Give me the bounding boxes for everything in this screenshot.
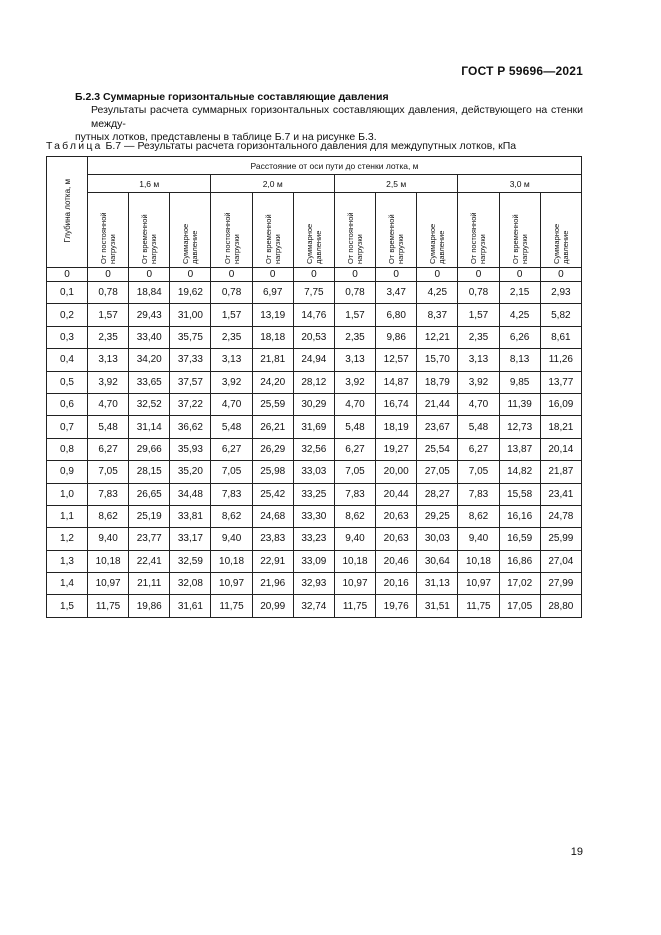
pressure-value-cell: 33,65 <box>129 371 170 393</box>
pressure-value-cell: 16,09 <box>540 393 581 415</box>
load-type-header <box>334 193 375 268</box>
load-type-header <box>540 193 581 268</box>
pressure-value-cell: 33,30 <box>293 505 334 527</box>
distance-group-header: 2,5 м <box>334 175 457 193</box>
pressure-value-cell: 7,83 <box>211 483 252 505</box>
depth-cell: 0,7 <box>47 416 88 438</box>
pressure-value-cell: 15,58 <box>499 483 540 505</box>
pressure-value-cell: 31,61 <box>170 595 211 617</box>
load-type-header <box>458 193 499 268</box>
pressure-value-cell: 21,81 <box>252 349 293 371</box>
pressure-value-cell: 21,87 <box>540 461 581 483</box>
depth-cell: 0,8 <box>47 438 88 460</box>
pressure-value-cell: 25,99 <box>540 528 581 550</box>
load-type-header <box>211 193 252 268</box>
pressure-value-cell: 11,75 <box>88 595 129 617</box>
pressure-value-cell: 20,46 <box>376 550 417 572</box>
pressure-value-cell: 18,19 <box>376 416 417 438</box>
pressure-value-cell: 18,21 <box>540 416 581 438</box>
depth-cell: 0,3 <box>47 326 88 348</box>
pressure-value-cell: 7,83 <box>334 483 375 505</box>
pressure-value-cell: 7,05 <box>88 461 129 483</box>
pressure-value-cell: 37,57 <box>170 371 211 393</box>
pressure-value-cell: 3,47 <box>376 282 417 304</box>
pressure-value-cell: 5,82 <box>540 304 581 326</box>
table-row <box>47 393 582 415</box>
pressure-value-cell: 33,40 <box>129 326 170 348</box>
pressure-value-cell: 2,93 <box>540 282 581 304</box>
pressure-value-cell: 20,63 <box>376 528 417 550</box>
pressure-value-cell: 32,52 <box>129 393 170 415</box>
load-type-header <box>293 193 334 268</box>
pressure-value-cell: 27,99 <box>540 573 581 595</box>
pressure-value-cell: 36,62 <box>170 416 211 438</box>
pressure-value-cell: 9,40 <box>458 528 499 550</box>
pressure-value-cell: 31,51 <box>417 595 458 617</box>
table-row <box>47 282 582 304</box>
column-number-cell: 0 <box>499 268 540 282</box>
pressure-value-cell: 8,62 <box>211 505 252 527</box>
pressure-value-cell: 25,19 <box>129 505 170 527</box>
column-number-cell: 0 <box>88 268 129 282</box>
pressure-value-cell: 3,13 <box>88 349 129 371</box>
pressure-value-cell: 26,29 <box>252 438 293 460</box>
pressure-value-cell: 18,84 <box>129 282 170 304</box>
pressure-value-cell: 32,08 <box>170 573 211 595</box>
distance-header: Расстояние от оси пути до стенки лотка, м <box>88 157 582 175</box>
pressure-value-cell: 10,97 <box>334 573 375 595</box>
pressure-value-cell: 17,02 <box>499 573 540 595</box>
pressure-value-cell: 28,27 <box>417 483 458 505</box>
pressure-value-cell: 9,85 <box>499 371 540 393</box>
depth-cell: 0,5 <box>47 371 88 393</box>
load-type-label: От постоянной нагрузки <box>99 211 118 264</box>
pressure-value-cell: 32,93 <box>293 573 334 595</box>
load-type-header <box>376 193 417 268</box>
pressure-value-cell: 25,54 <box>417 438 458 460</box>
load-type-label: От временной нагрузки <box>510 213 529 264</box>
pressure-value-cell: 1,57 <box>88 304 129 326</box>
pressure-value-cell: 20,00 <box>376 461 417 483</box>
pressure-value-cell: 7,05 <box>458 461 499 483</box>
column-number-cell: 0 <box>211 268 252 282</box>
pressure-value-cell: 26,65 <box>129 483 170 505</box>
table-caption <box>46 140 516 152</box>
load-type-label: От постоянной нагрузки <box>469 211 488 264</box>
table-row <box>47 371 582 393</box>
load-type-label: Суммарное давление <box>181 223 200 264</box>
pressure-value-cell: 23,83 <box>252 528 293 550</box>
pressure-value-cell: 37,22 <box>170 393 211 415</box>
pressure-value-cell: 10,18 <box>334 550 375 572</box>
table-caption-text: Б.7 — Результаты расчета горизонтального давления для междупутных лотков, кПа <box>102 140 517 152</box>
pressure-value-cell: 21,96 <box>252 573 293 595</box>
load-type-label: От постоянной нагрузки <box>346 211 365 264</box>
pressure-value-cell: 8,13 <box>499 349 540 371</box>
pressure-value-cell: 23,77 <box>129 528 170 550</box>
pressure-value-cell: 12,57 <box>376 349 417 371</box>
pressure-value-cell: 24,94 <box>293 349 334 371</box>
pressure-value-cell: 8,62 <box>334 505 375 527</box>
pressure-value-cell: 2,35 <box>88 326 129 348</box>
depth-cell: 0,9 <box>47 461 88 483</box>
pressure-value-cell: 6,27 <box>211 438 252 460</box>
pressure-value-cell: 11,39 <box>499 393 540 415</box>
pressure-value-cell: 21,11 <box>129 573 170 595</box>
pressure-value-cell: 20,53 <box>293 326 334 348</box>
section-title: Б.2.3 Суммарные горизонтальные составляющие давления <box>75 91 389 103</box>
depth-cell: 0,6 <box>47 393 88 415</box>
pressure-value-cell: 20,44 <box>376 483 417 505</box>
pressure-value-cell: 6,97 <box>252 282 293 304</box>
pressure-value-cell: 4,25 <box>417 282 458 304</box>
column-number-cell: 0 <box>334 268 375 282</box>
pressure-value-cell: 3,92 <box>211 371 252 393</box>
pressure-table <box>46 156 582 618</box>
column-number-cell: 0 <box>540 268 581 282</box>
pressure-value-cell: 33,17 <box>170 528 211 550</box>
pressure-value-cell: 7,05 <box>334 461 375 483</box>
load-type-label: Суммарное давление <box>551 223 570 264</box>
pressure-value-cell: 18,18 <box>252 326 293 348</box>
pressure-value-cell: 13,19 <box>252 304 293 326</box>
load-type-header <box>499 193 540 268</box>
pressure-value-cell: 0,78 <box>211 282 252 304</box>
pressure-value-cell: 16,74 <box>376 393 417 415</box>
table-row <box>47 595 582 617</box>
pressure-value-cell: 21,44 <box>417 393 458 415</box>
pressure-value-cell: 29,43 <box>129 304 170 326</box>
pressure-value-cell: 29,25 <box>417 505 458 527</box>
pressure-value-cell: 32,74 <box>293 595 334 617</box>
depth-cell: 0,1 <box>47 282 88 304</box>
column-number-cell: 0 <box>417 268 458 282</box>
pressure-value-cell: 8,62 <box>88 505 129 527</box>
pressure-value-cell: 24,78 <box>540 505 581 527</box>
pressure-value-cell: 20,16 <box>376 573 417 595</box>
pressure-value-cell: 33,09 <box>293 550 334 572</box>
load-type-header <box>417 193 458 268</box>
pressure-value-cell: 25,59 <box>252 393 293 415</box>
pressure-value-cell: 14,87 <box>376 371 417 393</box>
pressure-value-cell: 23,67 <box>417 416 458 438</box>
column-number-cell: 0 <box>293 268 334 282</box>
pressure-value-cell: 4,70 <box>334 393 375 415</box>
pressure-value-cell: 3,13 <box>334 349 375 371</box>
depth-header: Глубина лотка, м <box>62 178 72 243</box>
paragraph-line-2: путных лотков, представлены в таблице Б.7 и на рисунке Б.3. <box>75 131 377 143</box>
table-row <box>47 304 582 326</box>
pressure-value-cell: 34,48 <box>170 483 211 505</box>
pressure-value-cell: 3,13 <box>458 349 499 371</box>
pressure-value-cell: 2,35 <box>211 326 252 348</box>
pressure-value-cell: 19,62 <box>170 282 211 304</box>
pressure-value-cell: 22,91 <box>252 550 293 572</box>
pressure-value-cell: 11,75 <box>458 595 499 617</box>
pressure-value-cell: 6,80 <box>376 304 417 326</box>
pressure-value-cell: 4,70 <box>458 393 499 415</box>
pressure-value-cell: 9,40 <box>88 528 129 550</box>
pressure-value-cell: 3,92 <box>458 371 499 393</box>
pressure-value-cell: 0,78 <box>458 282 499 304</box>
pressure-value-cell: 13,87 <box>499 438 540 460</box>
pressure-value-cell: 33,81 <box>170 505 211 527</box>
pressure-value-cell: 14,82 <box>499 461 540 483</box>
depth-cell: 1,2 <box>47 528 88 550</box>
pressure-value-cell: 24,20 <box>252 371 293 393</box>
depth-cell: 0,2 <box>47 304 88 326</box>
pressure-value-cell: 32,59 <box>170 550 211 572</box>
pressure-value-cell: 33,03 <box>293 461 334 483</box>
pressure-value-cell: 27,04 <box>540 550 581 572</box>
pressure-value-cell: 25,98 <box>252 461 293 483</box>
pressure-value-cell: 4,70 <box>211 393 252 415</box>
pressure-value-cell: 10,97 <box>88 573 129 595</box>
pressure-value-cell: 8,61 <box>540 326 581 348</box>
pressure-value-cell: 4,70 <box>88 393 129 415</box>
load-type-label: Суммарное давление <box>428 223 447 264</box>
table-row <box>47 550 582 572</box>
pressure-value-cell: 37,33 <box>170 349 211 371</box>
depth-cell: 0,4 <box>47 349 88 371</box>
table-row <box>47 483 582 505</box>
load-type-header <box>88 193 129 268</box>
pressure-value-cell: 12,73 <box>499 416 540 438</box>
pressure-value-cell: 3,13 <box>211 349 252 371</box>
pressure-value-cell: 35,20 <box>170 461 211 483</box>
pressure-value-cell: 28,15 <box>129 461 170 483</box>
pressure-value-cell: 9,40 <box>334 528 375 550</box>
pressure-value-cell: 3,92 <box>334 371 375 393</box>
pressure-value-cell: 19,76 <box>376 595 417 617</box>
pressure-value-cell: 16,86 <box>499 550 540 572</box>
depth-cell: 1,5 <box>47 595 88 617</box>
pressure-value-cell: 2,35 <box>458 326 499 348</box>
pressure-value-cell: 14,76 <box>293 304 334 326</box>
pressure-value-cell: 9,40 <box>211 528 252 550</box>
pressure-value-cell: 19,86 <box>129 595 170 617</box>
load-type-label: От временной нагрузки <box>263 213 282 264</box>
pressure-value-cell: 1,57 <box>458 304 499 326</box>
pressure-value-cell: 2,35 <box>334 326 375 348</box>
pressure-value-cell: 22,41 <box>129 550 170 572</box>
pressure-value-cell: 27,05 <box>417 461 458 483</box>
pressure-value-cell: 5,48 <box>458 416 499 438</box>
standard-code: ГОСТ Р 59696—2021 <box>461 64 583 78</box>
pressure-value-cell: 10,18 <box>458 550 499 572</box>
table-caption-word: Таблица <box>46 140 103 152</box>
pressure-value-cell: 1,57 <box>334 304 375 326</box>
pressure-value-cell: 8,37 <box>417 304 458 326</box>
pressure-value-cell: 11,26 <box>540 349 581 371</box>
pressure-value-cell: 33,23 <box>293 528 334 550</box>
pressure-value-cell: 0,78 <box>88 282 129 304</box>
pressure-value-cell: 35,75 <box>170 326 211 348</box>
load-type-label: От временной нагрузки <box>387 213 406 264</box>
pressure-value-cell: 1,57 <box>211 304 252 326</box>
pressure-value-cell: 32,56 <box>293 438 334 460</box>
load-type-header <box>129 193 170 268</box>
pressure-value-cell: 0,78 <box>334 282 375 304</box>
pressure-value-cell: 29,66 <box>129 438 170 460</box>
depth-cell: 1,1 <box>47 505 88 527</box>
pressure-value-cell: 5,48 <box>211 416 252 438</box>
column-number-cell: 0 <box>170 268 211 282</box>
table-row <box>47 573 582 595</box>
pressure-value-cell: 10,18 <box>211 550 252 572</box>
pressure-value-cell: 28,12 <box>293 371 334 393</box>
distance-group-header: 3,0 м <box>458 175 582 193</box>
pressure-value-cell: 6,26 <box>499 326 540 348</box>
table-row <box>47 438 582 460</box>
pressure-value-cell: 5,48 <box>88 416 129 438</box>
table-row <box>47 505 582 527</box>
depth-header-cell <box>47 157 88 268</box>
pressure-value-cell: 20,63 <box>376 505 417 527</box>
table-row <box>47 416 582 438</box>
pressure-value-cell: 4,25 <box>499 304 540 326</box>
load-type-header <box>170 193 211 268</box>
table-row <box>47 528 582 550</box>
pressure-value-cell: 7,75 <box>293 282 334 304</box>
pressure-value-cell: 30,29 <box>293 393 334 415</box>
pressure-value-cell: 12,21 <box>417 326 458 348</box>
table-row <box>47 349 582 371</box>
column-number-cell: 0 <box>129 268 170 282</box>
pressure-value-cell: 17,05 <box>499 595 540 617</box>
pressure-value-cell: 10,97 <box>211 573 252 595</box>
pressure-value-cell: 8,62 <box>458 505 499 527</box>
pressure-value-cell: 31,13 <box>417 573 458 595</box>
load-type-label: Суммарное давление <box>304 223 323 264</box>
pressure-value-cell: 5,48 <box>334 416 375 438</box>
load-type-label: От постоянной нагрузки <box>222 211 241 264</box>
pressure-value-cell: 7,83 <box>88 483 129 505</box>
pressure-value-cell: 31,00 <box>170 304 211 326</box>
pressure-value-cell: 7,83 <box>458 483 499 505</box>
load-type-label: От временной нагрузки <box>140 213 159 264</box>
pressure-value-cell: 35,93 <box>170 438 211 460</box>
pressure-value-cell: 2,15 <box>499 282 540 304</box>
pressure-value-cell: 31,14 <box>129 416 170 438</box>
table-row <box>47 326 582 348</box>
pressure-value-cell: 16,16 <box>499 505 540 527</box>
column-number-cell: 0 <box>252 268 293 282</box>
table-row <box>47 461 582 483</box>
pressure-value-cell: 31,69 <box>293 416 334 438</box>
pressure-value-cell: 30,03 <box>417 528 458 550</box>
pressure-value-cell: 11,75 <box>334 595 375 617</box>
distance-group-header: 2,0 м <box>211 175 334 193</box>
column-number-cell: 0 <box>47 268 88 282</box>
pressure-value-cell: 33,25 <box>293 483 334 505</box>
pressure-value-cell: 6,27 <box>334 438 375 460</box>
paragraph-line-1: Результаты расчета суммарных горизонтальных составляющих давления, действующего на стенки между- <box>91 104 583 130</box>
pressure-value-cell: 18,79 <box>417 371 458 393</box>
column-number-cell: 0 <box>376 268 417 282</box>
pressure-value-cell: 30,64 <box>417 550 458 572</box>
pressure-value-cell: 23,41 <box>540 483 581 505</box>
distance-group-header: 1,6 м <box>88 175 211 193</box>
depth-cell: 1,4 <box>47 573 88 595</box>
pressure-value-cell: 6,27 <box>88 438 129 460</box>
column-number-cell: 0 <box>458 268 499 282</box>
depth-cell: 1,3 <box>47 550 88 572</box>
pressure-value-cell: 7,05 <box>211 461 252 483</box>
pressure-value-cell: 20,99 <box>252 595 293 617</box>
pressure-value-cell: 16,59 <box>499 528 540 550</box>
depth-cell: 1,0 <box>47 483 88 505</box>
pressure-value-cell: 15,70 <box>417 349 458 371</box>
pressure-value-cell: 10,97 <box>458 573 499 595</box>
pressure-value-cell: 20,14 <box>540 438 581 460</box>
section-paragraph <box>75 104 583 145</box>
pressure-value-cell: 3,92 <box>88 371 129 393</box>
pressure-value-cell: 10,18 <box>88 550 129 572</box>
load-type-header <box>252 193 293 268</box>
pressure-value-cell: 9,86 <box>376 326 417 348</box>
pressure-value-cell: 6,27 <box>458 438 499 460</box>
pressure-value-cell: 34,20 <box>129 349 170 371</box>
pressure-value-cell: 24,68 <box>252 505 293 527</box>
pressure-value-cell: 11,75 <box>211 595 252 617</box>
page-number: 19 <box>570 846 583 858</box>
pressure-value-cell: 25,42 <box>252 483 293 505</box>
pressure-value-cell: 19,27 <box>376 438 417 460</box>
pressure-value-cell: 26,21 <box>252 416 293 438</box>
pressure-value-cell: 13,77 <box>540 371 581 393</box>
pressure-value-cell: 28,80 <box>540 595 581 617</box>
